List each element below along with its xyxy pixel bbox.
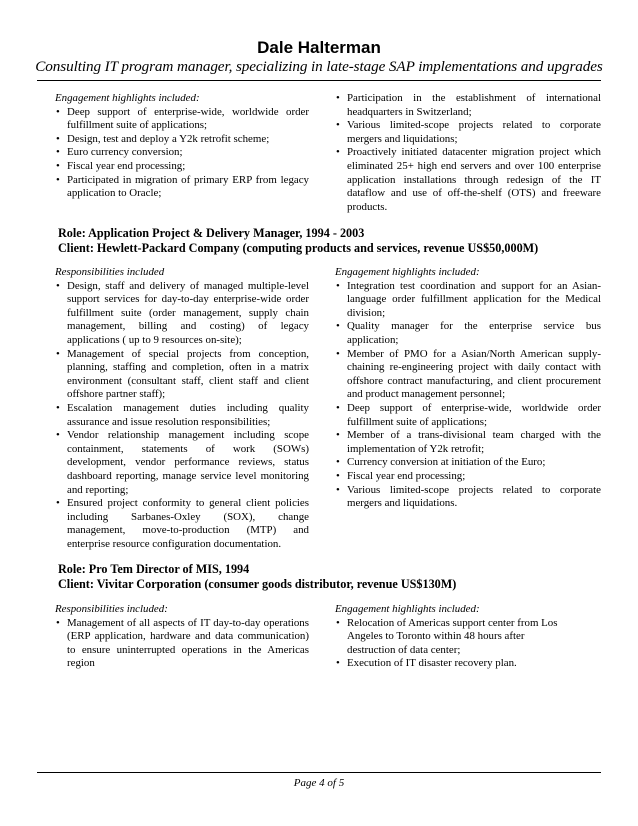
list-item: • Participated in migration of primary ERP from legacy application to Oracle; xyxy=(55,174,309,201)
list-item: • Execution of IT disaster recovery plan. xyxy=(335,657,567,671)
list-item: • Proactively initiated datacenter migration project which eliminated 25+ high end servers and over 100 enterprise application installations through redesign of the IT dataflow and use of off-the-shelf (OTS) and freeware products. xyxy=(335,146,601,214)
role1-right-column xyxy=(335,266,601,511)
role1-left-heading: Responsibilities included xyxy=(55,266,165,278)
role2-highlights-list xyxy=(335,617,567,671)
list-item: • Relocation of Americas support center from Los Angeles to Toronto within 48 hours after destruction of data center; xyxy=(335,617,567,658)
role1-responsibilities-list xyxy=(55,280,309,552)
role1-title: Role: Application Project & Delivery Manager, 1994 - 2003 xyxy=(58,226,365,240)
list-item: • Design, staff and delivery of managed multiple-level support services for day-to-day enterprise-wide order fulfillment suite (order management, supply chain management, billing and costing) of legacy applications ( up to 9 resources on-site); xyxy=(55,280,309,348)
list-item: • Design, test and deploy a Y2k retrofit scheme; xyxy=(55,133,309,147)
list-item: • Deep support of enterprise-wide, worldwide order fulfillment suite of applications; xyxy=(335,402,601,429)
list-item: • Escalation management duties including quality assurance and issue resolution responsibilities; xyxy=(55,402,309,429)
candidate-subtitle: Consulting IT program manager, specializing in late-stage SAP implementations and upgrades xyxy=(35,58,603,75)
list-item: • Fiscal year end processing; xyxy=(55,160,309,174)
list-item: • Various limited-scope projects related to corporate mergers and liquidations. xyxy=(335,484,601,511)
role2-right-column xyxy=(335,603,567,671)
list-item: • Euro currency conversion; xyxy=(55,146,309,160)
role2-responsibilities-list xyxy=(55,617,309,671)
role2-client: Client: Vivitar Corporation (consumer goods distributor, revenue US$130M) xyxy=(58,576,457,591)
list-item: • Quality manager for the enterprise service bus application; xyxy=(335,320,601,347)
block1-right-column xyxy=(335,92,601,214)
footer-divider xyxy=(37,772,601,773)
list-item: • Management of special projects from conception, planning, staffing and completion, often in a matrix environment (consultant staff, client staff and client offshore partner staff); xyxy=(55,348,309,402)
list-item: • Currency conversion at initiation of the Euro; xyxy=(335,456,601,470)
role2-right-heading: Engagement highlights included: xyxy=(335,603,480,615)
candidate-name: Dale Halterman xyxy=(257,38,381,57)
role1-right-heading: Engagement highlights included: xyxy=(335,266,480,278)
header-divider xyxy=(37,80,601,81)
list-item: • Member of a trans-divisional team charged with the implementation of Y2k retrofit; xyxy=(335,429,601,456)
list-item: • Integration test coordination and support for an Asian-language order fulfillment application for the Medical division; xyxy=(335,280,601,321)
block1-right-list xyxy=(335,92,601,214)
list-item: • Ensured project conformity to general client policies including Sarbanes-Oxley (SOX), change management, move-to-production (MTP) and enterprise resource configuration documentation. xyxy=(55,497,309,551)
list-item: • Various limited-scope projects related to corporate mergers and liquidations; xyxy=(335,119,601,146)
role1-left-column xyxy=(55,266,309,551)
role2-title: Role: Pro Tem Director of MIS, 1994 xyxy=(58,562,250,576)
list-item: • Member of PMO for a Asian/North American supply-chaining re-engineering project with daily contact with offshore contract manufacturing, and client procurement and product management personnel; xyxy=(335,348,601,402)
list-item: • Deep support of enterprise-wide, worldwide order fulfillment suite of applications; xyxy=(55,106,309,133)
block1-left-column xyxy=(55,92,309,201)
list-item: • Vendor relationship management including scope containment, statements of work (SOWs) development, vendor performance reviews, status dashboard reporting, manage service level monitoring and reporting; xyxy=(55,429,309,497)
block1-left-list xyxy=(55,106,309,201)
role1-highlights-list xyxy=(335,280,601,511)
role2-header xyxy=(58,562,618,591)
list-item: • Management of all aspects of IT day-to-day operations (ERP application, hardware and data communication) to ensure uninterrupted operations in the Americas region xyxy=(55,617,309,671)
list-item: • Participation in the establishment of international headquarters in Switzerland; xyxy=(335,92,601,119)
list-item: • Fiscal year end processing; xyxy=(335,470,601,484)
role2-left-column xyxy=(55,603,309,671)
role1-header xyxy=(58,226,618,255)
role1-client: Client: Hewlett-Packard Company (computing products and services, revenue US$50,000M) xyxy=(58,240,539,255)
role2-left-heading: Responsibilities included: xyxy=(55,603,168,615)
page-number: Page 4 of 5 xyxy=(293,777,345,789)
block1-left-heading: Engagement highlights included: xyxy=(55,92,200,104)
